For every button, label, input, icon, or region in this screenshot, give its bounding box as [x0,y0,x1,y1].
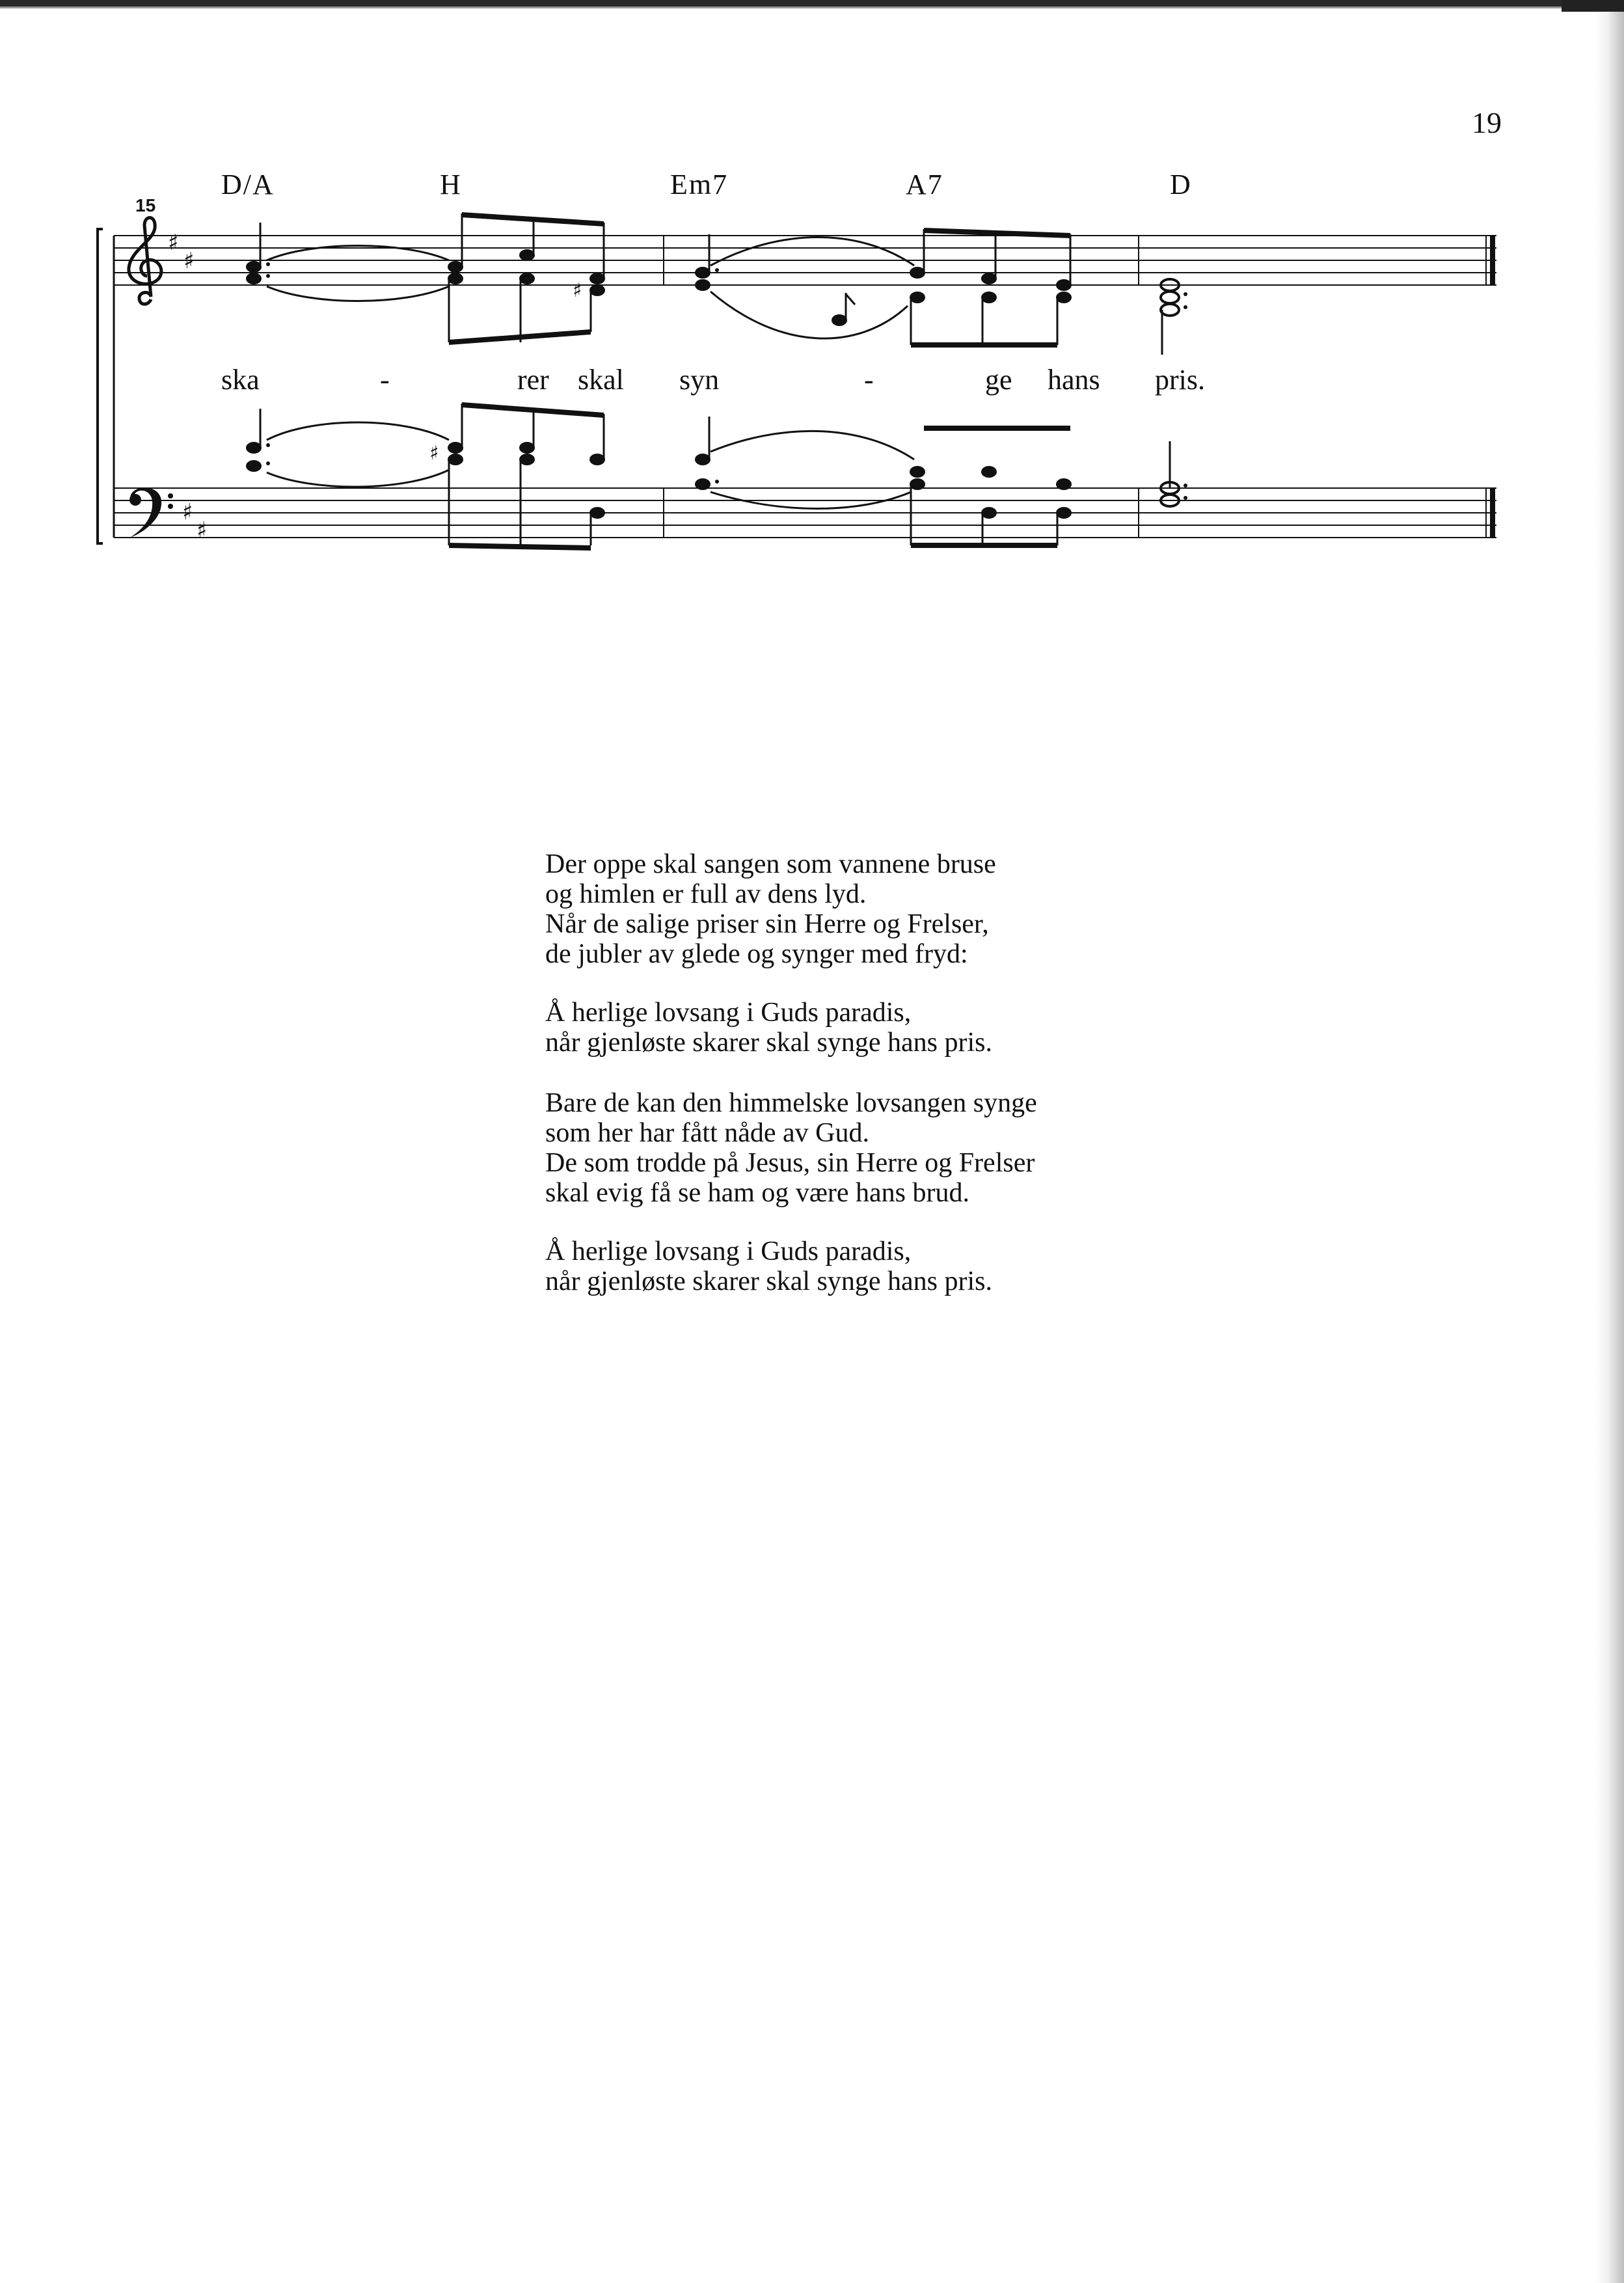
treble-beams [449,212,1070,348]
lyric-syllable: ge [985,364,1012,396]
refrain-2 [545,1237,992,1296]
system-bracket [98,229,103,543]
ties [267,422,914,509]
svg-text:♯: ♯ [196,517,208,543]
verse-line: Å herlige lovsang i Guds paradis, [545,998,912,1028]
lyric-syllable: rer [517,364,549,396]
verse-line: Der oppe skal sangen som vannene bruse [545,849,996,879]
chord-symbol: H [440,169,462,200]
svg-text:♯: ♯ [182,499,193,525]
verse-line: når gjenløste skarer skal synge hans pris. [545,1028,992,1058]
lyric-syllable: syn [679,364,720,396]
lyric-syllable: ska [221,364,260,396]
accidental-icon [573,279,582,302]
bass-beams [449,402,1070,551]
svg-text:♯: ♯ [573,279,582,302]
treble-staff [114,236,1496,285]
verse-2 [545,1088,1037,1208]
chord-symbol: D/A [221,169,275,200]
bass-staff [114,488,1496,538]
music-score [0,0,1624,586]
verse-line: skal evig få se ham og være hans brud. [545,1178,970,1208]
verse-line: og himlen er full av dens lyd. [545,879,867,909]
measure-number: 15 [135,195,156,215]
svg-text:♯: ♯ [429,442,439,465]
verse-line: Å herlige lovsang i Guds paradis, [545,1237,912,1266]
verse-1 [545,849,996,969]
chord-symbol: Em7 [670,169,729,200]
svg-text:♯: ♯ [183,248,195,274]
verse-line: Bare de kan den himmelske lovsangen synge [545,1088,1037,1118]
lyric-syllable: skal [578,364,624,396]
refrain-1 [545,998,992,1058]
lyric-syllable: hans [1048,364,1100,396]
key-signature-icon [168,230,207,543]
svg-text:♯: ♯ [168,230,179,256]
verse-line: Når de salige priser sin Herre og Frelser, [545,909,989,939]
lyric-hyphen: - [380,364,390,396]
chord-symbol: D [1170,169,1192,200]
lyric-syllable: pris. [1155,364,1205,396]
verse-line: De som trodde på Jesus, sin Herre og Frelser [545,1148,1035,1178]
verse-line: når gjenløste skarer skal synge hans pris. [545,1266,992,1296]
verse-line: som her har fått nåde av Gud. [545,1118,869,1148]
page-number: 19 [1472,106,1502,139]
lyric-hyphen: - [864,364,874,396]
accidental-icon [429,442,439,465]
bass-notes [246,442,1187,519]
chord-symbol: A7 [906,169,943,200]
verse-line: de jubler av glede og synger med fryd: [545,939,968,969]
